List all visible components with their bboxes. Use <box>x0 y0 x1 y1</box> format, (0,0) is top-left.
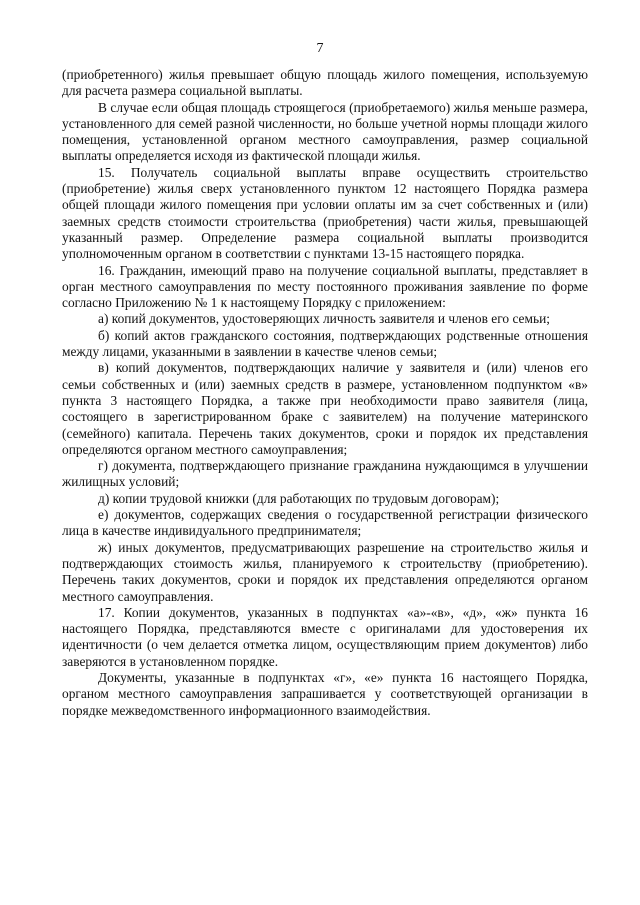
paragraph-clause-15: 15. Получатель социальной выплаты вправе осуществить строительство (приобретение) жилья сверх установленного пунктом 12 настоящего Порядка размера общей площади жилого помещения при условии оплаты им за счет собственных и (или) заемных средств стоимости строительства (приобретения) части жилья, превышающей указанный размер. Определение размера социальной выплаты производится уполномоченным органом в соответствии с пунктами 13-15 настоящего порядка. <box>62 164 588 262</box>
list-item-g: г) документа, подтверждающего признание гражданина нуждающимся в улучшении жилищных условий; <box>62 458 588 490</box>
paragraph-clause-17: 17. Копии документов, указанных в подпунктах «а»-«в», «д», «ж» пункта 16 настоящего Порядка, представляются вместе с оригиналами для удостоверения их идентичности (о чем делается отметка лицом, осуществляющим прием документов) либо заверяются в установленном порядке. <box>62 604 588 669</box>
paragraph-clause-16: 16. Гражданин, имеющий право на получение социальной выплаты, представляет в орган местного самоуправления по месту постоянного проживания заявление по форме согласно Приложению № 1 к настоящему Порядку с приложением: <box>62 262 588 311</box>
list-item-b: б) копий актов гражданского состояния, подтверждающих родственные отношения между лицами, указанными в заявлении в качестве членов семьи; <box>62 327 588 360</box>
list-item-d: д) копии трудовой книжки (для работающих по трудовым договорам); <box>98 490 500 506</box>
paragraph-interagency-request: Документы, указанные в подпунктах «г», «е» пункта 16 настоящего Порядка, органом местного самоуправления запрашивается у соответствующей организации в порядке межведомственного информационного взаимодействия. <box>62 669 588 718</box>
list-item-e: е) документов, содержащих сведения о государственной регистрации физического лица в качестве индивидуального предпринимателя; <box>62 507 588 539</box>
page-number: 7 <box>316 41 324 56</box>
list-item-a: а) копий документов, удостоверяющих личность заявителя и членов его семьи; <box>98 311 550 327</box>
list-item-zh: ж) иных документов, предусматривающих разрешение на строительство жилья и подтверждающих стоимость жилья, планируемого к строительству (приобретению). Перечень таких документов, сроки и порядок их представления определяются органом местного самоуправления. <box>62 539 588 604</box>
paragraph-continuation: (приобретенного) жилья превышает общую площадь жилого помещения, используемую для расчета размера социальной выплаты. <box>62 67 588 99</box>
list-item-v: в) копий документов, подтверждающих наличие у заявителя и (или) членов его семьи собственных и (или) заемных средств в размере, установленном подпунктом «в» пункта 3 настоящего Порядка, а также при необходимости право заявителя (лица, состоящего в зарегистрированном браке с заявителем) на получение материнского (семейного) капитала. Перечень таких документов, сроки и порядок их представления определяются органом местного самоуправления; <box>62 360 588 457</box>
paragraph-area-rule: В случае если общая площадь строящегося (приобретаемого) жилья меньше размера, установленного для семей разной численности, но больше учетной нормы площади жилого помещения, установленной органом местного самоуправления, размер социальной выплаты определяется исходя из фактической площади жилья. <box>62 99 588 164</box>
document-body <box>62 67 588 719</box>
